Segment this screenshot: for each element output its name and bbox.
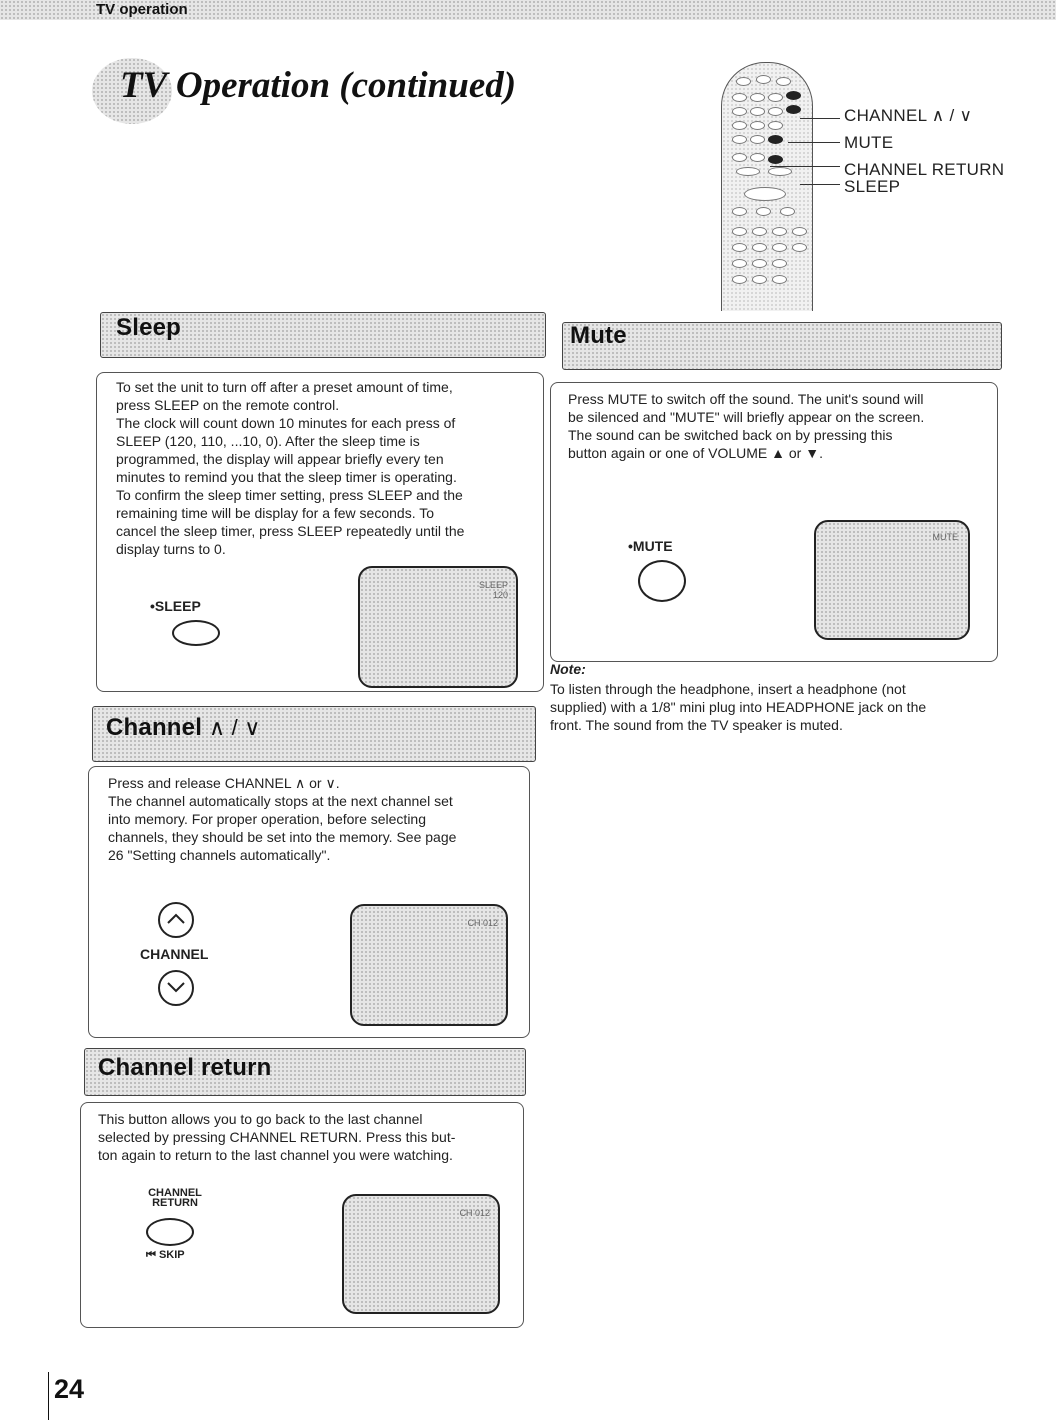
section-banner-label: TV operation [96,1,188,18]
channel-tv-screen [350,904,508,1026]
mute-tv-screen [814,520,970,640]
skip-label: ⏮ SKIP [146,1249,185,1261]
remote-label-channel-return: CHANNEL RETURN [844,160,1005,179]
channel-return-tv-screen [342,1194,500,1314]
remote-control-illustration [721,62,813,311]
channel-down-button-icon [158,970,194,1006]
channel-return-button-icon [146,1218,194,1246]
remote-label-mute: MUTE [844,133,894,152]
page-number: 24 [54,1374,85,1404]
channel-description: Press and release CHANNEL ∧ or ∨. The channel automatically stops at the next channel set into memory. For proper operation, before selecting channels, they should be set into the memory. See page 26 "Setting channels automatically". [108,775,457,863]
mute-button-label: •MUTE [628,538,673,554]
leader-line [770,166,840,167]
remote-label-channel: CHANNEL ∧ / ∨ [844,106,973,125]
channel-up-button-icon [158,902,194,938]
skip-icon: ⏮ [146,1249,156,1261]
channel-section-title: Channel ∧ / ∨ [106,714,261,741]
sleep-description: To set the unit to turn off after a preset amount of time, press SLEEP on the remote control. The clock will count down 10 minutes for each press of SLEEP (120, 110, ...10, 0). After the sleep time is programmed, the display will appear briefly every ten minutes to remind you that the sleep timer is operating. To confirm the sleep timer setting, press SLEEP and the remaining time will be display for a few seconds. To cancel the sleep timer, press SLEEP repeatedly until the display turns to 0. [116,379,465,557]
mute-screen-text: MUTE [932,532,958,542]
channel-return-button-label: CHANNEL RETURN [148,1187,202,1209]
sleep-button-label: •SLEEP [150,598,201,614]
leader-line [788,142,840,143]
mute-section-header [562,322,1002,370]
channel-screen-text: CH 012 [467,918,498,928]
channel-button-label: CHANNEL [140,946,209,962]
note-title: Note: [550,661,586,677]
leader-line [800,184,840,185]
channel-return-description: This button allows you to go back to the last channel selected by pressing CHANNEL RETURN. Press this but- ton again to return to the last channel you were watching. [98,1111,456,1163]
sleep-screen-text: SLEEP 120 [478,580,508,600]
sleep-section-title: Sleep [116,314,182,341]
page-number-rule [48,1372,49,1420]
mute-section-title: Mute [570,322,627,349]
leader-line [800,118,840,119]
page-title: TV Operation (continued) [120,65,517,106]
mute-button-icon [638,560,686,602]
note-text: To listen through the headphone, insert a headphone (not supplied) with a 1/8" mini plug into HEADPHONE jack on the front. The sound from the TV speaker is muted. [550,681,927,733]
channel-return-screen-text: CH 012 [459,1208,490,1218]
sleep-tv-screen [358,566,518,688]
channel-return-section-title: Channel return [98,1054,272,1081]
mute-description: Press MUTE to switch off the sound. The unit's sound will be silenced and "MUTE" will briefly appear on the screen. The sound can be switched back on by pressing this button again or one of VOLUME ▲ or ▼. [568,391,925,461]
remote-label-sleep: SLEEP [844,177,901,196]
sleep-button-icon [172,620,220,646]
